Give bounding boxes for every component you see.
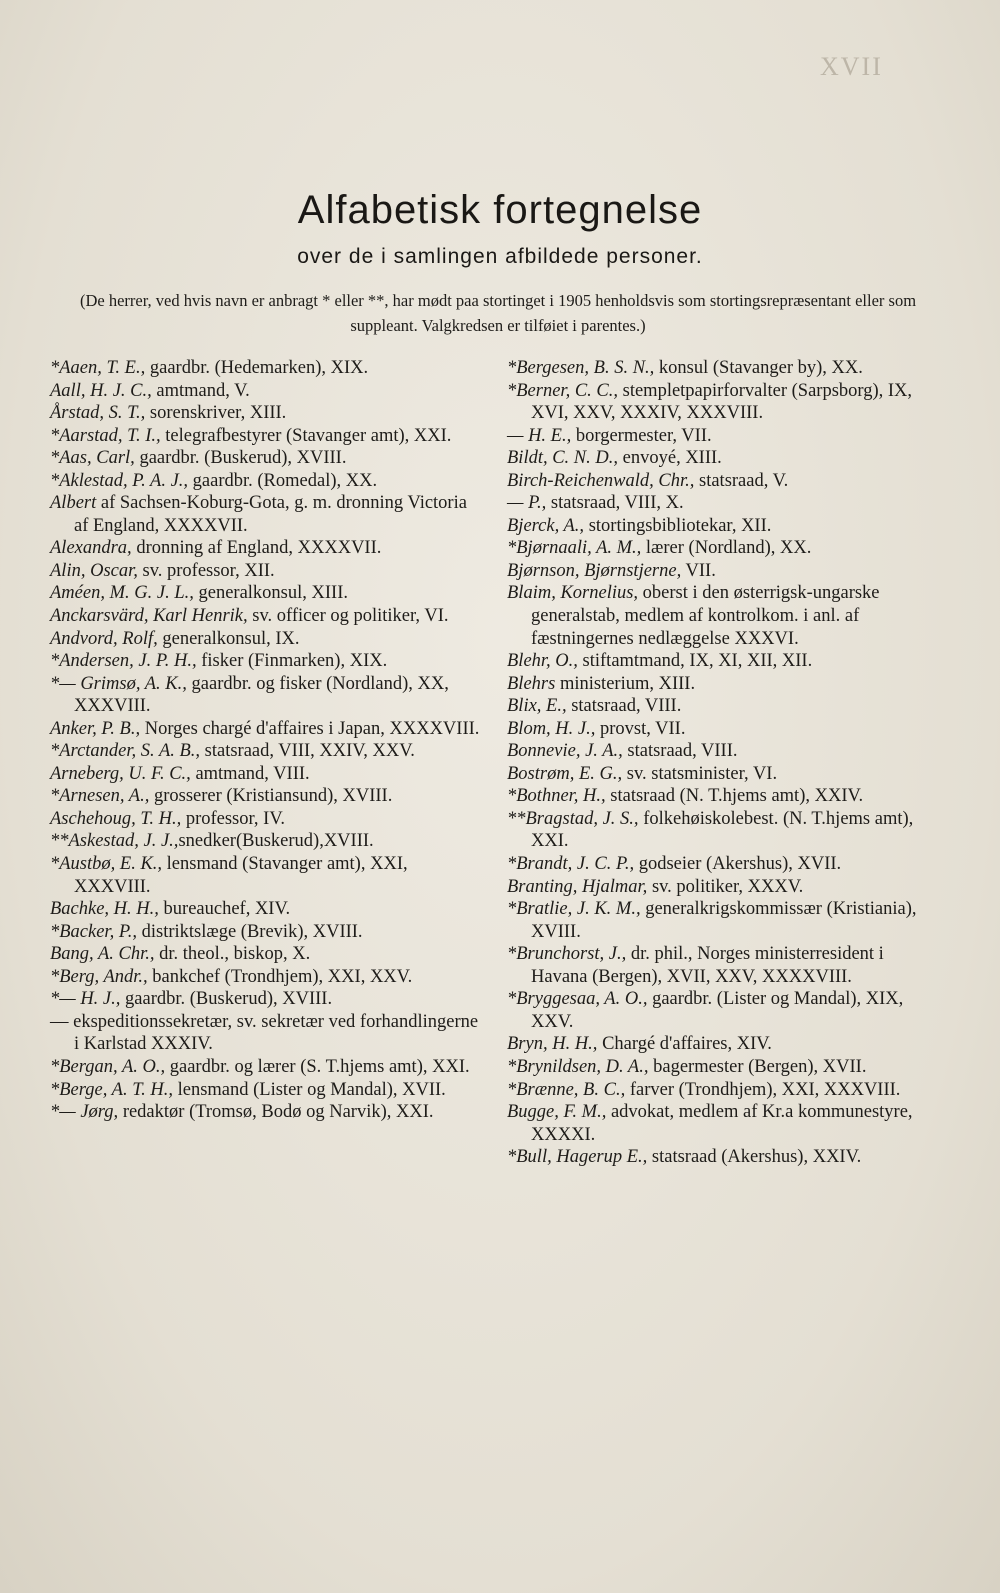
index-entry (50, 830, 480, 853)
entry-text: sv. officer og politiker, VI. (247, 606, 449, 627)
entry-name: Blehr, O., (507, 651, 578, 672)
entry-name: *Arnesen, A., (50, 786, 150, 807)
entry-text: godseier (Akershus), XVII. (634, 854, 842, 875)
entry-name: Blaim, Kornelius, (507, 583, 639, 604)
entry-text: snedker(Buskerud),XVIII. (178, 831, 374, 852)
index-column-left (50, 357, 480, 1124)
entry-text: bagermester (Bergen), XVII. (648, 1056, 867, 1077)
index-entry (50, 740, 480, 763)
index-entry (50, 988, 480, 1011)
index-entry (50, 492, 480, 537)
entry-name: Alin, Oscar, (50, 560, 138, 581)
entry-name: Birch-Reichenwald, Chr., (507, 470, 695, 491)
index-entry (50, 470, 480, 493)
entry-text: gaardbr. (Romedal), XX. (188, 470, 378, 491)
entry-name: Bugge, F. M., (507, 1102, 607, 1123)
entry-name: Alexandra, (50, 538, 132, 559)
entry-text: sv. statsminister, VI. (622, 763, 778, 784)
index-entry (507, 447, 932, 470)
index-entry (507, 515, 932, 538)
entry-name: Bryn, H. H., (507, 1034, 598, 1055)
index-entry (507, 492, 932, 515)
index-entry (507, 673, 932, 696)
running-head: XVII (820, 52, 883, 81)
entry-text: statsraad, VIII, XXIV, XXV. (200, 741, 415, 762)
entry-text: stortingsbibliotekar, XII. (584, 515, 772, 536)
entry-text: lensmand (Stavanger amt), XXI, XXXVIII. (74, 854, 408, 897)
entry-text: statsraad, V. (694, 470, 789, 491)
index-entry (507, 1101, 932, 1146)
entry-text: sv. professor, XII. (137, 560, 275, 581)
entry-text: professor, IV. (181, 808, 285, 829)
index-entry (50, 628, 480, 651)
index-entry (507, 695, 932, 718)
entry-name: *Bjørnaali, A. M., (507, 538, 642, 559)
entry-text: generalkonsul, IX. (157, 628, 300, 649)
index-entry (507, 1079, 932, 1102)
explanatory-note: (De herrer, ved hvis navn er anbragt * eller **, har mødt paa stortinget i 1905 henholdsvis som stortingsrepræsentant eller som suppleant. Valgkredsen er tilføiet i parentes.) (79, 291, 917, 335)
entry-name: Aschehoug, T. H., (50, 808, 182, 829)
index-entry (50, 673, 480, 718)
entry-name: Andvord, Rolf, (50, 628, 158, 649)
index-entry (50, 943, 480, 966)
entry-name: Blehrs (507, 673, 556, 694)
index-entry (507, 898, 932, 943)
index-entry (507, 808, 932, 853)
entry-text: dr. phil., Norges ministerresident i Havana (Bergen), XVII, XXV, XXXXVIII. (531, 944, 884, 987)
entry-name: Anckarsvärd, Karl Henrik, (50, 606, 248, 627)
entry-text: stiftamtmand, IX, XI, XII, XII. (577, 651, 813, 672)
entry-text: generalkrigskommissær (Kristiania), XVIII. (531, 899, 917, 942)
entry-text: redaktør (Tromsø, Bodø og Narvik), XXI. (118, 1102, 434, 1123)
entry-text: gaardbr. (Buskerud), XVIII. (134, 448, 347, 469)
entry-name: *Brynildsen, D. A., (507, 1056, 649, 1077)
index-entry (507, 853, 932, 876)
entry-text: provst, VII. (595, 718, 686, 739)
index-entry (50, 1011, 480, 1056)
entry-name: *Bothner, H., (507, 786, 606, 807)
entry-name: *Aarstad, T. I., (50, 425, 161, 446)
index-entry (507, 357, 932, 380)
entry-text: bureauchef, XIV. (158, 899, 291, 920)
index-entry (50, 447, 480, 470)
index-entry (507, 718, 932, 741)
entry-text: advokat, medlem af Kr.a kommunestyre, XXXXI. (531, 1102, 913, 1145)
entry-name: *Bryggesaa, A. O., (507, 989, 648, 1010)
page-title: Alfabetisk fortegnelse (297, 188, 703, 232)
index-entry (50, 402, 480, 425)
index-entry (50, 966, 480, 989)
entry-name: Bildt, C. N. D., (507, 448, 619, 469)
entry-text: borgermester, VII. (571, 425, 712, 446)
entry-name: *Bergan, A. O., (50, 1056, 166, 1077)
entry-name: *Arctander, S. A. B., (50, 741, 201, 762)
index-entry (50, 808, 480, 831)
entry-text: bankchef (Trondhjem), XXI, XXV. (147, 966, 413, 987)
index-entry (50, 921, 480, 944)
entry-name: Årstad, S. T., (50, 403, 146, 424)
index-entry (507, 537, 932, 560)
index-entry (507, 763, 932, 786)
index-entry (50, 718, 480, 741)
entry-text: konsul (Stavanger by), XX. (654, 358, 863, 378)
entry-name: *Bull, Hagerup E., (507, 1147, 648, 1168)
entry-text: farver (Trondhjem), XXI, XXXVIII. (625, 1079, 901, 1100)
index-entry (507, 876, 932, 899)
entry-text: — ekspeditionssekretær, sv. sekretær ved forhandlingerne i Karlstad XXXIV. (50, 1011, 479, 1055)
index-entry (50, 1079, 480, 1102)
index-entry (507, 1056, 932, 1079)
entry-name: Blix, E., (507, 696, 567, 717)
entry-name: *Bergesen, B. S. N., (507, 358, 655, 378)
entry-name: — H. E., (507, 425, 572, 446)
index-entry (50, 785, 480, 808)
entry-text: Chargé d'affaires, XIV. (597, 1034, 772, 1055)
entry-name: *— Grimsø, A. K., (50, 673, 187, 694)
entry-text: telegrafbestyrer (Stavanger amt), XXI. (160, 425, 452, 446)
entry-name: Bang, A. Chr., (50, 944, 155, 965)
entry-name: Blom, H. J., (507, 718, 596, 739)
entry-text: sorenskriver, XIII. (145, 403, 287, 424)
entry-name: Branting, Hjalmar, (507, 876, 648, 897)
entry-text: dronning af England, XXXXVII. (131, 538, 382, 559)
entry-text: distriktslæge (Brevik), XVIII. (137, 921, 363, 942)
entry-name: **Askestad, J. J., (50, 831, 179, 852)
entry-name: Albert (50, 493, 97, 514)
index-entry (50, 605, 480, 628)
entry-name: — P., (507, 493, 547, 514)
entry-name: *Aas, Carl, (50, 448, 135, 469)
entry-name: Bjerck, A., (507, 515, 585, 536)
entry-name: Anker, P. B., (50, 718, 141, 739)
index-entry (50, 1056, 480, 1079)
entry-text: statsraad (N. T.hjems amt), XXIV. (605, 786, 864, 807)
entry-name: *Aklestad, P. A. J., (50, 470, 189, 491)
index-entry (507, 380, 932, 425)
entry-text: fisker (Finmarken), XIX. (196, 651, 388, 672)
index-entry (50, 853, 480, 898)
index-entry (507, 1146, 932, 1169)
index-entry (50, 1101, 480, 1124)
entry-name: Bjørnson, Bjørnstjerne, (507, 560, 682, 581)
entry-text: VII. (681, 560, 716, 581)
index-entry (507, 560, 932, 583)
index-entry (50, 425, 480, 448)
entry-text: gaardbr. og lærer (S. T.hjems amt), XXI. (165, 1056, 470, 1077)
entry-text: statsraad, VIII. (622, 741, 738, 762)
entry-text: amtmand, VIII. (190, 763, 310, 784)
entry-text: statsraad, VIII. (566, 696, 682, 717)
index-entry (507, 785, 932, 808)
entry-text: dr. theol., biskop, X. (154, 944, 311, 965)
index-entry (507, 470, 932, 493)
entry-text: ministerium, XIII. (555, 673, 696, 694)
index-entry (507, 1033, 932, 1056)
index-entry (507, 740, 932, 763)
page-subtitle: over de i samlingen afbildede personer. (297, 245, 703, 268)
entry-text: gaardbr. (Hedemarken), XIX. (145, 358, 369, 378)
index-entry (50, 380, 480, 403)
entry-text: folkehøiskolebest. (N. T.hjems amt), XXI. (531, 808, 914, 852)
entry-name: *Brandt, J. C. P., (507, 854, 635, 875)
index-column-right (507, 357, 932, 1169)
entry-name: *Austbø, E. K., (50, 854, 163, 875)
entry-name: *Berg, Andr., (50, 966, 148, 987)
index-entry (507, 650, 932, 673)
entry-text: grosserer (Kristiansund), XVIII. (149, 786, 393, 807)
entry-name: *— Jørg, (50, 1102, 119, 1123)
entry-name: Bachke, H. H., (50, 899, 159, 920)
entry-text: af Sachsen-Koburg-Gota, g. m. dronning Victoria af England, XXXXVII. (74, 493, 467, 536)
index-entry (507, 582, 932, 650)
entry-name: *Bratlie, J. K. M., (507, 899, 641, 920)
index-entry (50, 582, 480, 605)
entry-text: oberst i den østerrigsk-ungarske generalstab, medlem af kontrolkom. i anl. af fæstningernes nedlæggelse XXXVI. (531, 583, 880, 649)
index-entry (50, 898, 480, 921)
entry-name: *Aaen, T. E., (50, 358, 146, 378)
entry-name: *Backer, P., (50, 921, 137, 942)
entry-text: gaardbr. (Buskerud), XVIII. (120, 989, 333, 1010)
entry-text: lensmand (Lister og Mandal), XVII. (172, 1079, 446, 1100)
entry-name: *Brænne, B. C., (507, 1079, 626, 1100)
index-entry (50, 357, 480, 380)
entry-text: gaardbr. og fisker (Nordland), XX, XXXVIII. (74, 673, 449, 717)
index-entry (50, 537, 480, 560)
index-entry (507, 988, 932, 1033)
entry-text: amtmand, V. (151, 380, 250, 401)
entry-text: lærer (Nordland), XX. (641, 538, 812, 559)
entry-name: Améen, M. G. J. L., (50, 583, 194, 604)
entry-text: statsraad, VIII, X. (546, 493, 684, 514)
index-entry (507, 425, 932, 448)
index-entry (50, 560, 480, 583)
entry-name: *Brunchorst, J., (507, 944, 627, 965)
entry-text: Norges chargé d'affaires i Japan, XXXXVIII. (140, 718, 480, 739)
entry-text: stempletpapirforvalter (Sarpsborg), IX, XVI, XXV, XXXIV, XXXVIII. (531, 380, 913, 424)
entry-name: *Berner, C. C., (507, 380, 618, 401)
entry-name: Arneberg, U. F. C., (50, 763, 191, 784)
entry-text: envoyé, XIII. (618, 448, 722, 469)
index-entry (507, 943, 932, 988)
entry-text: generalkonsul, XIII. (193, 583, 348, 604)
entry-text: sv. politiker, XXXV. (647, 876, 804, 897)
entry-name: *Andersen, J. P. H., (50, 651, 197, 672)
entry-name: Aall, H. J. C., (50, 380, 152, 401)
index-entry (50, 763, 480, 786)
entry-name: Bonnevie, J. A., (507, 741, 623, 762)
index-entry (50, 650, 480, 673)
entry-name: *Berge, A. T. H., (50, 1079, 173, 1100)
entry-name: **Bragstad, J. S., (507, 808, 639, 829)
entry-name: *— H. J., (50, 989, 121, 1010)
entry-text: statsraad (Akershus), XXIV. (647, 1147, 862, 1168)
entry-text: gaardbr. (Lister og Mandal), XIX, XXV. (531, 989, 904, 1032)
entry-name: Bostrøm, E. G., (507, 763, 623, 784)
